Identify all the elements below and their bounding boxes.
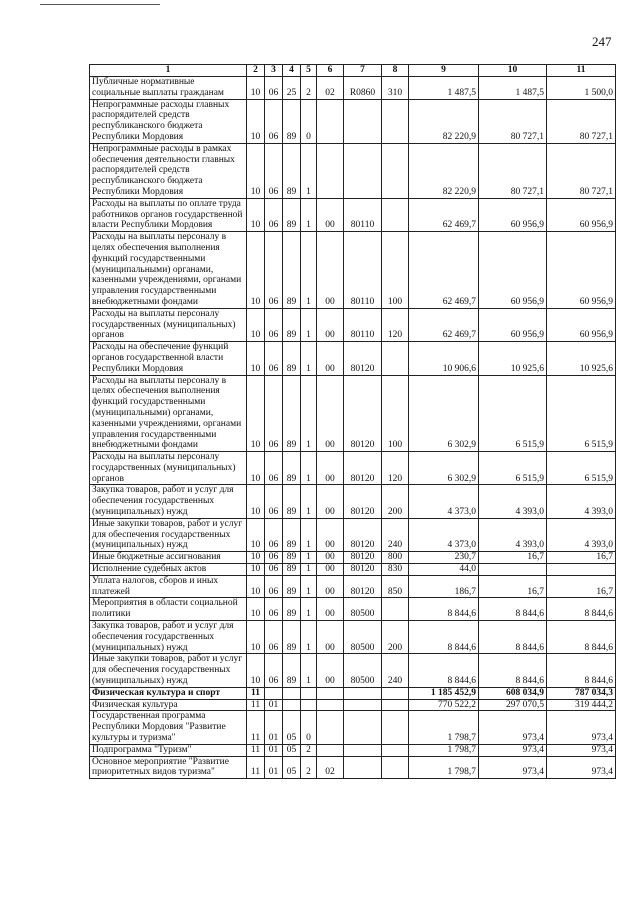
row-cell-c6: 00 [317, 518, 344, 551]
table-row [90, 375, 616, 452]
row-cell-c7: 80120 [344, 452, 382, 485]
row-cell-c10: 973,4 [479, 756, 547, 779]
table-row [90, 308, 616, 341]
row-name-cell: Расходы на выплаты по оплате труда работников органов государственной власти Республики Мордовия [90, 198, 247, 231]
table-row [90, 552, 616, 564]
row-cell-c10: 4 393,0 [479, 485, 547, 518]
row-cell-c3: 06 [265, 375, 283, 452]
row-cell-c2: 10 [247, 342, 265, 375]
row-cell-c10: 973,4 [479, 744, 547, 756]
row-cell-c2: 11 [247, 756, 265, 779]
table-row [90, 654, 616, 687]
row-cell-c4: 89 [283, 598, 301, 621]
row-cell-c11: 16,7 [547, 552, 616, 564]
row-cell-c7: 80120 [344, 342, 382, 375]
table-row [90, 575, 616, 598]
row-cell-c10 [479, 564, 547, 576]
row-cell-c11: 973,4 [547, 711, 616, 744]
table-row [90, 598, 616, 621]
row-cell-c10: 8 844,6 [479, 621, 547, 654]
row-cell-c3: 06 [265, 308, 283, 341]
row-cell-c5: 1 [301, 552, 317, 564]
row-cell-c4 [283, 687, 301, 699]
row-cell-c6: 00 [317, 621, 344, 654]
table-row [90, 699, 616, 711]
row-name-cell: Уплата налогов, сборов и иных платежей [90, 575, 247, 598]
row-cell-c10: 60 956,9 [479, 308, 547, 341]
row-cell-c4: 89 [283, 342, 301, 375]
row-cell-c10: 10 925,6 [479, 342, 547, 375]
row-cell-c2: 10 [247, 99, 265, 143]
row-cell-c3: 01 [265, 756, 283, 779]
row-cell-c8: 800 [382, 552, 409, 564]
row-cell-c5: 1 [301, 143, 317, 198]
row-cell-c4: 25 [283, 77, 301, 100]
top-rule [40, 4, 160, 5]
row-cell-c2: 10 [247, 375, 265, 452]
row-name-cell: Основное мероприятие "Развитие приоритетных видов туризма" [90, 756, 247, 779]
row-cell-c10: 80 727,1 [479, 99, 547, 143]
row-cell-c6: 00 [317, 452, 344, 485]
row-cell-c8: 240 [382, 654, 409, 687]
row-cell-c8 [382, 198, 409, 231]
row-cell-c10: 973,4 [479, 711, 547, 744]
row-cell-c7: 80120 [344, 518, 382, 551]
row-cell-c4: 89 [283, 621, 301, 654]
row-cell-c4: 89 [283, 375, 301, 452]
table-row [90, 232, 616, 309]
row-cell-c6: 02 [317, 756, 344, 779]
row-name-cell: Иные бюджетные ассигнования [90, 552, 247, 564]
row-cell-c5: 1 [301, 518, 317, 551]
row-cell-c4: 89 [283, 564, 301, 576]
row-cell-c6: 00 [317, 598, 344, 621]
row-name-cell: Физическая культура [90, 699, 247, 711]
row-cell-c11: 973,4 [547, 756, 616, 779]
row-cell-c8: 120 [382, 452, 409, 485]
row-cell-c5 [301, 699, 317, 711]
row-name-cell: Подпрограмма "Туризм" [90, 744, 247, 756]
row-cell-c4: 89 [283, 99, 301, 143]
row-cell-c9: 82 220,9 [409, 99, 479, 143]
row-cell-c5: 1 [301, 308, 317, 341]
row-cell-c6: 00 [317, 308, 344, 341]
row-name-cell: Расходы на выплаты персоналу в целях обеспечения выполнения функций государственными (муниципальными) органами, казенными учреждениями, органами управления государственными внебюджетными фондами [90, 375, 247, 452]
row-cell-c4: 89 [283, 518, 301, 551]
row-cell-c6: 00 [317, 342, 344, 375]
row-cell-c7 [344, 744, 382, 756]
row-cell-c5: 0 [301, 99, 317, 143]
row-name-cell: Мероприятия в области социальной политики [90, 598, 247, 621]
row-cell-c2: 11 [247, 711, 265, 744]
header-cell: 9 [409, 65, 479, 77]
row-cell-c5: 1 [301, 575, 317, 598]
row-cell-c4: 89 [283, 198, 301, 231]
row-cell-c10: 297 070,5 [479, 699, 547, 711]
row-cell-c7 [344, 711, 382, 744]
row-cell-c7: 80500 [344, 654, 382, 687]
row-cell-c3: 06 [265, 485, 283, 518]
row-cell-c7 [344, 99, 382, 143]
row-cell-c11: 4 393,0 [547, 518, 616, 551]
row-cell-c6: 00 [317, 485, 344, 518]
row-cell-c6 [317, 143, 344, 198]
row-cell-c10: 608 034,9 [479, 687, 547, 699]
header-cell: 5 [301, 65, 317, 77]
row-cell-c7 [344, 143, 382, 198]
row-name-cell: Государственная программа Республики Мордовия "Развитие культуры и туризма" [90, 711, 247, 744]
row-cell-c2: 10 [247, 485, 265, 518]
row-cell-c4: 05 [283, 756, 301, 779]
row-name-cell: Иные закупки товаров, работ и услуг для обеспечения государственных (муниципальных) нужд [90, 518, 247, 551]
row-cell-c2: 10 [247, 518, 265, 551]
row-cell-c9: 4 373,0 [409, 485, 479, 518]
row-cell-c3: 06 [265, 198, 283, 231]
row-cell-c2: 11 [247, 744, 265, 756]
header-cell: 2 [247, 65, 265, 77]
row-cell-c6 [317, 744, 344, 756]
row-cell-c2: 10 [247, 621, 265, 654]
row-cell-c2: 10 [247, 143, 265, 198]
row-cell-c7: 80120 [344, 552, 382, 564]
row-cell-c5: 1 [301, 564, 317, 576]
row-cell-c10: 6 515,9 [479, 375, 547, 452]
row-cell-c9: 770 522,2 [409, 699, 479, 711]
row-cell-c10: 6 515,9 [479, 452, 547, 485]
row-cell-c9: 1 185 452,9 [409, 687, 479, 699]
row-cell-c8 [382, 99, 409, 143]
row-cell-c8: 200 [382, 485, 409, 518]
table-row [90, 198, 616, 231]
row-cell-c2: 10 [247, 575, 265, 598]
row-cell-c4: 89 [283, 308, 301, 341]
row-cell-c4: 89 [283, 575, 301, 598]
table-row [90, 99, 616, 143]
row-name-cell: Закупка товаров, работ и услуг для обеспечения государственных (муниципальных) нужд [90, 485, 247, 518]
row-cell-c10: 8 844,6 [479, 598, 547, 621]
row-cell-c7: 80120 [344, 575, 382, 598]
row-cell-c8 [382, 143, 409, 198]
row-cell-c3: 01 [265, 699, 283, 711]
row-cell-c9: 1 798,7 [409, 744, 479, 756]
row-cell-c2: 10 [247, 232, 265, 309]
table-row [90, 485, 616, 518]
row-cell-c9: 6 302,9 [409, 375, 479, 452]
row-cell-c9: 1 798,7 [409, 756, 479, 779]
row-cell-c7: 80120 [344, 564, 382, 576]
row-cell-c3: 06 [265, 452, 283, 485]
row-cell-c6 [317, 699, 344, 711]
row-cell-c3: 06 [265, 575, 283, 598]
row-cell-c11: 787 034,3 [547, 687, 616, 699]
row-cell-c8: 850 [382, 575, 409, 598]
row-cell-c10: 8 844,6 [479, 654, 547, 687]
row-cell-c7: 80500 [344, 621, 382, 654]
header-cell: 4 [283, 65, 301, 77]
row-name-cell: Публичные нормативные социальные выплаты гражданам [90, 77, 247, 100]
row-cell-c8: 830 [382, 564, 409, 576]
row-cell-c11: 60 956,9 [547, 198, 616, 231]
row-cell-c11: 10 925,6 [547, 342, 616, 375]
row-cell-c10: 80 727,1 [479, 143, 547, 198]
row-cell-c9: 1 487,5 [409, 77, 479, 100]
row-cell-c3: 01 [265, 711, 283, 744]
row-cell-c4 [283, 699, 301, 711]
budget-table [89, 64, 616, 779]
header-cell: 10 [479, 65, 547, 77]
row-cell-c9: 6 302,9 [409, 452, 479, 485]
row-name-cell: Расходы на обеспечение функций органов государственной власти Республики Мордовия [90, 342, 247, 375]
header-cell: 1 [90, 65, 247, 77]
row-cell-c7: 80120 [344, 375, 382, 452]
row-cell-c2: 10 [247, 77, 265, 100]
row-cell-c3: 06 [265, 77, 283, 100]
row-cell-c6: 00 [317, 564, 344, 576]
row-cell-c11: 319 444,2 [547, 699, 616, 711]
table-row [90, 452, 616, 485]
row-cell-c3 [265, 687, 283, 699]
row-cell-c7 [344, 699, 382, 711]
row-cell-c11: 60 956,9 [547, 232, 616, 309]
row-cell-c3: 06 [265, 621, 283, 654]
row-cell-c8: 100 [382, 375, 409, 452]
row-cell-c5: 1 [301, 598, 317, 621]
row-cell-c11: 973,4 [547, 744, 616, 756]
row-cell-c9: 82 220,9 [409, 143, 479, 198]
row-cell-c3: 01 [265, 744, 283, 756]
table-row [90, 143, 616, 198]
row-cell-c4: 05 [283, 744, 301, 756]
row-cell-c4: 89 [283, 143, 301, 198]
header-cell: 3 [265, 65, 283, 77]
row-cell-c6: 00 [317, 654, 344, 687]
table-row [90, 342, 616, 375]
row-cell-c4: 89 [283, 452, 301, 485]
row-cell-c3: 06 [265, 518, 283, 551]
row-cell-c8 [382, 699, 409, 711]
row-cell-c5: 1 [301, 232, 317, 309]
row-cell-c7: 80120 [344, 485, 382, 518]
header-cell: 6 [317, 65, 344, 77]
row-cell-c11: 16,7 [547, 575, 616, 598]
table-row [90, 518, 616, 551]
row-cell-c7 [344, 756, 382, 779]
row-cell-c11 [547, 564, 616, 576]
row-cell-c3: 06 [265, 654, 283, 687]
row-cell-c11: 8 844,6 [547, 598, 616, 621]
row-cell-c2: 10 [247, 198, 265, 231]
row-cell-c9: 230,7 [409, 552, 479, 564]
row-cell-c6: 00 [317, 575, 344, 598]
row-cell-c7: 80110 [344, 198, 382, 231]
row-cell-c10: 4 393,0 [479, 518, 547, 551]
row-cell-c6: 00 [317, 232, 344, 309]
row-cell-c5: 1 [301, 375, 317, 452]
row-name-cell: Расходы на выплаты персоналу в целях обеспечения выполнения функций государственными (муниципальными) органами, казенными учреждениями, органами управления государственными внебюджетными фондами [90, 232, 247, 309]
row-cell-c8: 120 [382, 308, 409, 341]
row-cell-c9: 186,7 [409, 575, 479, 598]
row-cell-c4: 89 [283, 485, 301, 518]
row-cell-c7: 80110 [344, 232, 382, 309]
row-cell-c5: 1 [301, 621, 317, 654]
row-name-cell: Физическая культура и спорт [90, 687, 247, 699]
row-cell-c9: 62 469,7 [409, 232, 479, 309]
row-cell-c10: 60 956,9 [479, 198, 547, 231]
row-cell-c6 [317, 711, 344, 744]
row-cell-c10: 16,7 [479, 575, 547, 598]
row-cell-c7: 80500 [344, 598, 382, 621]
row-cell-c6 [317, 687, 344, 699]
row-cell-c4: 89 [283, 552, 301, 564]
row-cell-c11: 6 515,9 [547, 452, 616, 485]
table-row [90, 687, 616, 699]
row-cell-c4: 89 [283, 232, 301, 309]
row-cell-c8 [382, 687, 409, 699]
table-row [90, 564, 616, 576]
row-cell-c3: 06 [265, 552, 283, 564]
row-cell-c8 [382, 711, 409, 744]
row-cell-c2: 10 [247, 552, 265, 564]
row-cell-c11: 8 844,6 [547, 621, 616, 654]
row-cell-c9: 10 906,6 [409, 342, 479, 375]
row-cell-c9: 62 469,7 [409, 198, 479, 231]
row-cell-c5: 1 [301, 452, 317, 485]
row-cell-c11: 80 727,1 [547, 143, 616, 198]
row-cell-c10: 60 956,9 [479, 232, 547, 309]
row-cell-c11: 80 727,1 [547, 99, 616, 143]
table-row [90, 744, 616, 756]
row-cell-c5: 2 [301, 744, 317, 756]
row-cell-c2: 10 [247, 598, 265, 621]
row-cell-c8: 200 [382, 621, 409, 654]
row-cell-c2: 10 [247, 452, 265, 485]
row-cell-c8 [382, 598, 409, 621]
row-cell-c2: 10 [247, 564, 265, 576]
row-name-cell: Исполнение судебных актов [90, 564, 247, 576]
row-cell-c5: 2 [301, 756, 317, 779]
row-cell-c4: 05 [283, 711, 301, 744]
row-cell-c9: 62 469,7 [409, 308, 479, 341]
row-cell-c5 [301, 687, 317, 699]
header-cell: 8 [382, 65, 409, 77]
row-cell-c3: 06 [265, 143, 283, 198]
row-cell-c8 [382, 756, 409, 779]
row-cell-c9: 8 844,6 [409, 598, 479, 621]
row-cell-c5: 0 [301, 711, 317, 744]
row-cell-c3: 06 [265, 232, 283, 309]
row-cell-c6: 00 [317, 375, 344, 452]
row-cell-c9: 8 844,6 [409, 621, 479, 654]
row-cell-c5: 1 [301, 485, 317, 518]
row-cell-c2: 11 [247, 699, 265, 711]
row-cell-c8: 100 [382, 232, 409, 309]
row-cell-c9: 44,0 [409, 564, 479, 576]
row-cell-c8 [382, 744, 409, 756]
row-cell-c2: 10 [247, 308, 265, 341]
row-cell-c7: 80110 [344, 308, 382, 341]
table-row [90, 77, 616, 100]
row-cell-c2: 11 [247, 687, 265, 699]
header-cell: 11 [547, 65, 616, 77]
row-cell-c5: 1 [301, 654, 317, 687]
row-cell-c6: 02 [317, 77, 344, 100]
row-name-cell: Закупка товаров, работ и услуг для обеспечения государственных (муниципальных) нужд [90, 621, 247, 654]
row-name-cell: Иные закупки товаров, работ и услуг для обеспечения государственных (муниципальных) нужд [90, 654, 247, 687]
row-cell-c3: 06 [265, 598, 283, 621]
page-number: 247 [592, 34, 612, 49]
row-cell-c6: 00 [317, 198, 344, 231]
row-cell-c11: 6 515,9 [547, 375, 616, 452]
row-name-cell: Непрограммные расходы главных распорядителей средств республиканского бюджета Республики Мордовия [90, 99, 247, 143]
header-row [90, 65, 616, 77]
row-name-cell: Расходы на выплаты персоналу государственных (муниципальных) органов [90, 452, 247, 485]
row-cell-c7: R0860 [344, 77, 382, 100]
row-cell-c3: 06 [265, 99, 283, 143]
row-cell-c6: 00 [317, 552, 344, 564]
row-cell-c4: 89 [283, 654, 301, 687]
row-cell-c8: 240 [382, 518, 409, 551]
row-cell-c11: 1 500,0 [547, 77, 616, 100]
header-cell: 7 [344, 65, 382, 77]
row-cell-c10: 16,7 [479, 552, 547, 564]
row-cell-c11: 60 956,9 [547, 308, 616, 341]
row-cell-c5: 2 [301, 77, 317, 100]
row-cell-c11: 4 393,0 [547, 485, 616, 518]
row-cell-c9: 8 844,6 [409, 654, 479, 687]
row-name-cell: Непрограммные расходы в рамках обеспечения деятельности главных распорядителей средств республиканского бюджета Республики Мордовия [90, 143, 247, 198]
row-cell-c9: 4 373,0 [409, 518, 479, 551]
row-cell-c8: 310 [382, 77, 409, 100]
row-cell-c10: 1 487,5 [479, 77, 547, 100]
table-row [90, 756, 616, 779]
row-cell-c7 [344, 687, 382, 699]
row-cell-c3: 06 [265, 564, 283, 576]
row-cell-c9: 1 798,7 [409, 711, 479, 744]
row-cell-c5: 1 [301, 198, 317, 231]
row-name-cell: Расходы на выплаты персоналу государственных (муниципальных) органов [90, 308, 247, 341]
table-row [90, 711, 616, 744]
table-body [90, 77, 616, 779]
table-row [90, 621, 616, 654]
row-cell-c2: 10 [247, 654, 265, 687]
row-cell-c5: 1 [301, 342, 317, 375]
row-cell-c6 [317, 99, 344, 143]
row-cell-c11: 8 844,6 [547, 654, 616, 687]
row-cell-c3: 06 [265, 342, 283, 375]
row-cell-c8 [382, 342, 409, 375]
